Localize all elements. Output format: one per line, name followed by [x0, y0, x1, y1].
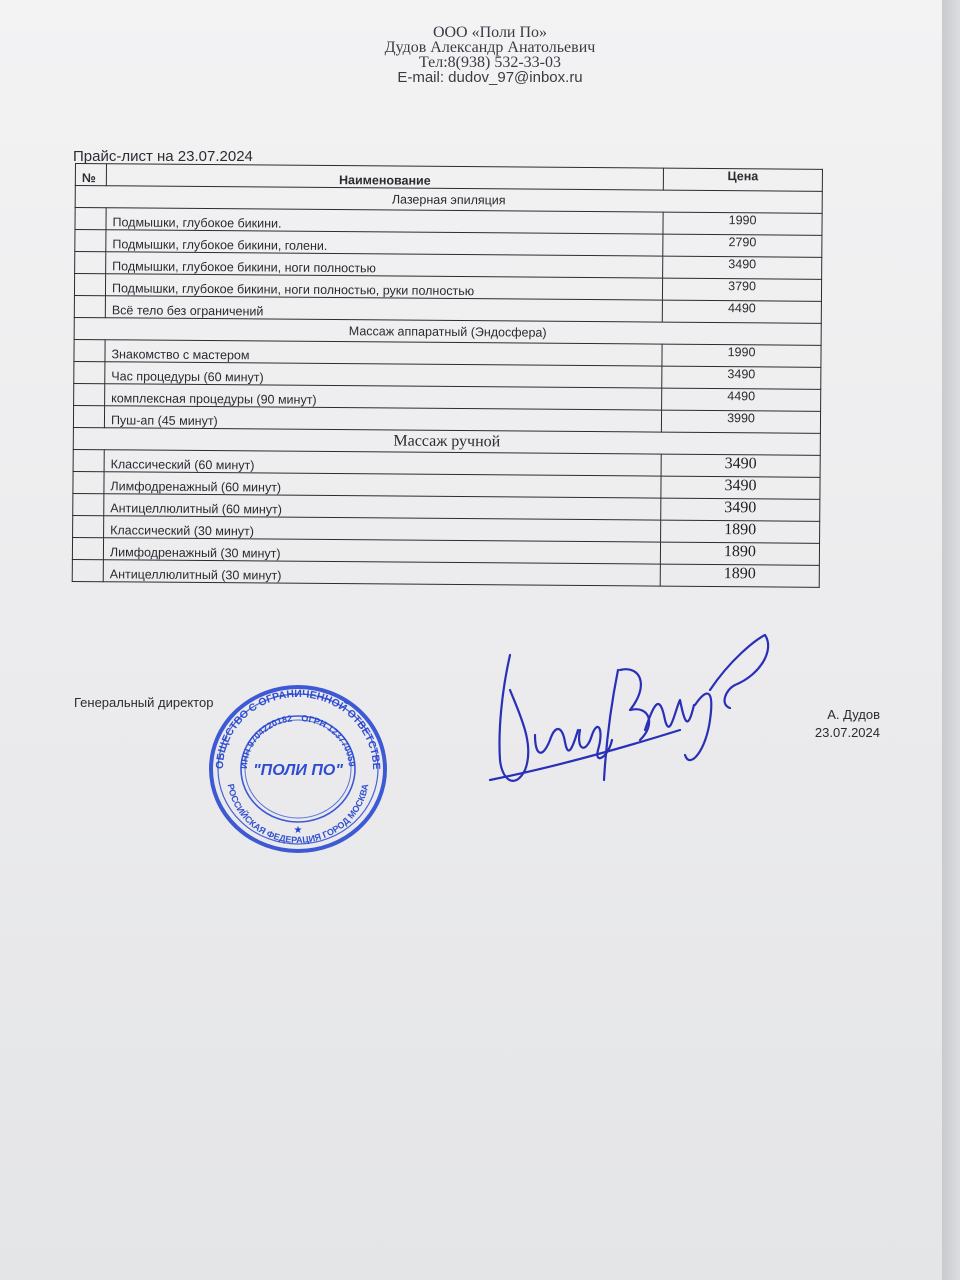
item-price: 3490 [661, 498, 820, 521]
row-number-cell [74, 383, 105, 405]
item-name: Лимфодренажный (30 минут) [103, 538, 660, 564]
item-price: 3490 [662, 366, 821, 389]
item-name: Подмышки, глубокое бикини, голени. [106, 230, 663, 256]
company-stamp [203, 683, 393, 858]
item-name: Подмышки, глубокое бикини, ноги полностью [106, 252, 663, 278]
row-number-cell [75, 208, 106, 230]
person-name: Дудов Александр Анатольевич [384, 39, 596, 56]
item-name: Час процедуры (60 минут) [105, 362, 662, 388]
stamp-inn-text: ИНН 9704220182 [238, 713, 293, 770]
item-name: Знакомство с мастером [105, 340, 662, 366]
column-header-name: Наименование [106, 164, 663, 190]
item-price: 1990 [662, 344, 821, 367]
row-number-cell [75, 252, 106, 274]
item-price: 3490 [663, 256, 822, 279]
stamp-ring-outer-text: ОБЩЕСТВО С ОГРАНИЧЕННОЙ ОТВЕТСТВЕ [213, 687, 383, 770]
section-title-laser: Лазерная эпиляция [75, 186, 822, 214]
email-address: E-mail: dudov_97@inbox.ru [397, 69, 583, 86]
item-price: 1890 [660, 564, 819, 587]
item-name: Классический (60 минут) [104, 450, 661, 476]
row-number-cell [74, 339, 105, 361]
item-name: Пуш-ап (45 минут) [104, 406, 661, 432]
stamp-center-text: "ПОЛИ ПО" [253, 762, 343, 779]
row-number-cell [74, 295, 105, 317]
column-header-number: № [75, 164, 106, 186]
item-name: Подмышки, глубокое бикини. [106, 208, 663, 234]
row-number-cell [73, 449, 104, 471]
section-title-apparatus-massage: Массаж аппаратный (Эндосфера) [74, 317, 821, 345]
signer-block [770, 706, 880, 742]
item-price: 3490 [661, 454, 820, 477]
item-price: 1890 [660, 542, 819, 565]
stamp-ogrn-text: ОГРН 123770059 [300, 713, 357, 768]
letterhead [300, 25, 680, 85]
price-list-title: Прайс-лист на 23.07.2024 [73, 148, 253, 165]
row-number-cell [74, 274, 105, 296]
director-label: Генеральный директор [74, 695, 214, 710]
item-name: Всё тело без ограничений [105, 296, 662, 322]
item-name: Классический (30 минут) [104, 516, 661, 542]
stamp-ring-bottom-text: РОССИЙСКАЯ ФЕДЕРАЦИЯ ГОРОД МОСКВА [225, 782, 371, 846]
item-name: Антицеллюлитный (60 минут) [104, 494, 661, 520]
item-price: 3490 [661, 476, 820, 499]
item-price: 4490 [662, 300, 821, 323]
handwritten-signature [480, 630, 780, 815]
item-price: 3790 [662, 278, 821, 301]
row-number-cell [72, 559, 103, 581]
row-number-cell [73, 405, 104, 427]
signer-name: А. Дудов [827, 707, 880, 722]
phone-number: Тел:8(938) 532-33-03 [418, 54, 561, 71]
item-price: 3990 [661, 410, 820, 433]
item-price: 4490 [662, 388, 821, 411]
row-number-cell [75, 230, 106, 252]
price-table [72, 163, 823, 588]
section-title-manual-massage: Массаж ручной [73, 427, 820, 455]
company-name: ООО «Поли По» [432, 24, 548, 41]
row-number-cell [73, 471, 104, 493]
item-name: Лимфодренажный (60 минут) [104, 472, 661, 498]
page-edge-shadow [942, 0, 960, 1280]
item-price: 1890 [661, 520, 820, 543]
signer-date: 23.07.2024 [814, 725, 880, 740]
item-name: Антицеллюлитный (30 минут) [103, 560, 660, 586]
stamp-star-icon: ★ [293, 825, 303, 836]
row-number-cell [74, 361, 105, 383]
row-number-cell [73, 493, 104, 515]
row-number-cell [72, 537, 103, 559]
item-name: комплексная процедуры (90 минут) [105, 384, 662, 410]
item-name: Подмышки, глубокое бикини, ноги полностью, руки полностью [105, 274, 662, 300]
item-price: 1990 [663, 212, 822, 235]
item-price: 2790 [663, 234, 822, 257]
column-header-price: Цена [663, 168, 822, 191]
row-number-cell [73, 515, 104, 537]
